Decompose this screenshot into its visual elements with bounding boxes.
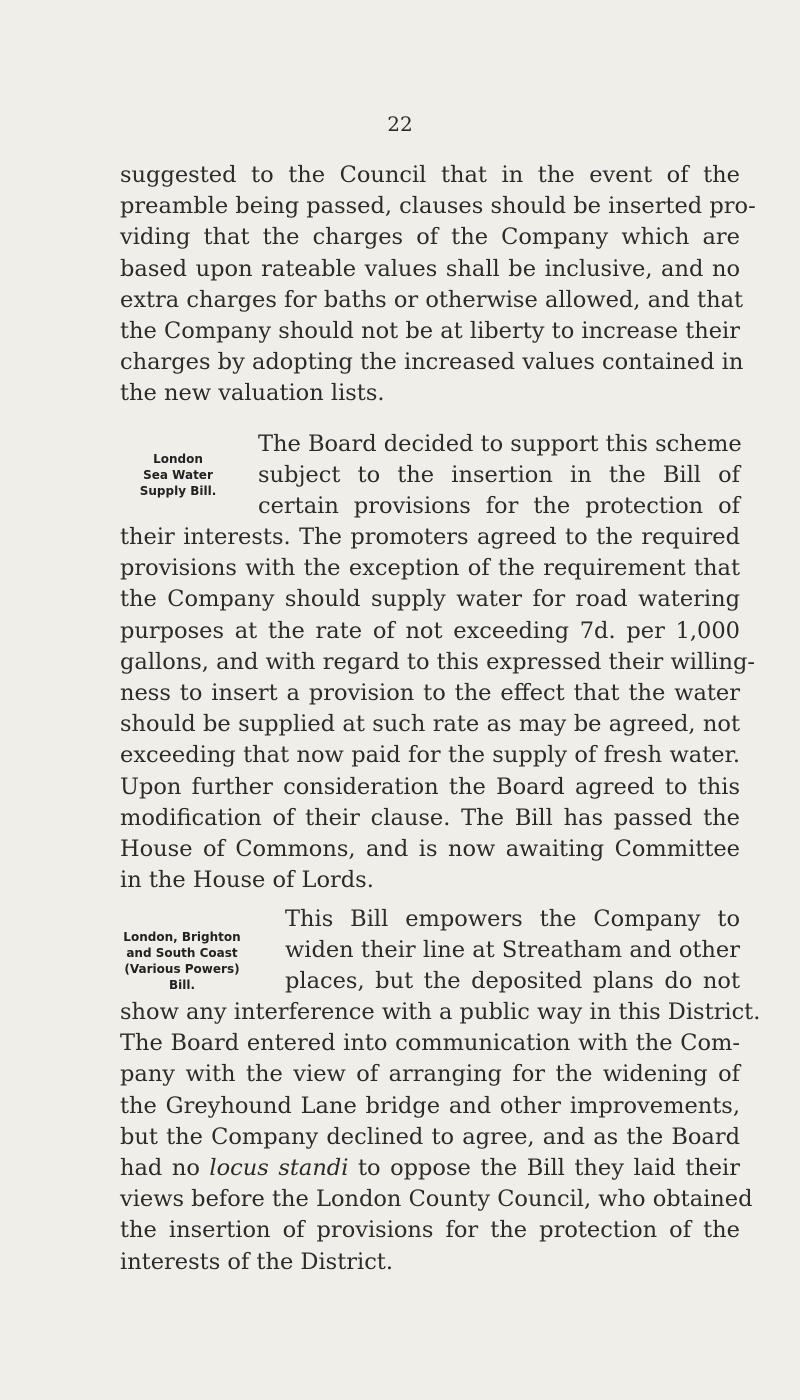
note-line: Bill. [168, 978, 196, 992]
text-line: purposes at the rate of not exceeding 7d. per 1,000 [120, 617, 740, 644]
note-line: and South Coast [126, 946, 238, 960]
note-line: London, Brighton [123, 930, 241, 944]
paragraph-2-indented [258, 429, 740, 523]
text-line: widen their line at Streatham and other [285, 937, 740, 964]
text-line: interests of the District. [120, 1248, 393, 1275]
note-line: Supply Bill. [139, 484, 217, 498]
text-line: the new valuation lists. [120, 380, 385, 407]
text-line: in the House of Lords. [120, 867, 374, 894]
text-line: House of Commons, and is now awaiting Committee [120, 836, 740, 863]
text-line: viding that the charges of the Company which are [120, 224, 740, 251]
paragraph-2 [120, 522, 755, 896]
text-line: modification of their clause. The Bill has passed the [120, 804, 740, 831]
text-line: The Board decided to support this scheme [258, 431, 742, 457]
text-line: exceeding that now paid for the supply of fresh water. [120, 742, 740, 769]
note-line: London [153, 452, 203, 466]
text-line: charges by adopting the increased values contained in [120, 349, 744, 376]
text-line: Upon further consideration the Board agreed to this [120, 773, 740, 800]
text-line: but the Company declined to agree, and as the Board [120, 1123, 740, 1150]
text-line: the Company should supply water for road watering [120, 586, 740, 613]
text-line: The Board entered into communication with the Com- [120, 1030, 740, 1057]
text-line-locus-standi [120, 1153, 740, 1184]
text-line: suggested to the Council that in the event of the [120, 162, 740, 188]
text-line: their interests. The promoters agreed to the required [120, 524, 740, 550]
text-line: provisions with the exception of the requirement that [120, 555, 740, 582]
text-line: pany with the view of arranging for the widening of [120, 1061, 740, 1088]
paragraph-1 [120, 160, 756, 410]
page-number: 22 [387, 112, 413, 136]
margin-note-london-brighton [112, 929, 252, 993]
text-fragment: had no [120, 1155, 210, 1182]
text-line: certain provisions for the protection of [258, 493, 740, 520]
text-line: gallons, and with regard to this expressed their willing- [120, 648, 755, 675]
italic-term: locus standi [209, 1155, 349, 1182]
text-line: views before the London County Council, who obtained [120, 1186, 753, 1213]
margin-note-london-sea-water [118, 451, 238, 499]
text-line: the insertion of provisions for the protection of the [120, 1217, 740, 1244]
text-line: based upon rateable values shall be inclusive, and no [120, 255, 740, 282]
text-line: This Bill empowers the Company to [285, 906, 740, 932]
text-line: subject to the insertion in the Bill of [258, 462, 740, 489]
text-line: should be supplied at such rate as may be agreed, not [120, 711, 740, 738]
text-line: the Company should not be at liberty to increase their [120, 318, 740, 345]
text-line: extra charges for baths or otherwise allowed, and that [120, 286, 744, 313]
note-line: Sea Water [143, 468, 213, 482]
text-line: show any interference with a public way in this District. [120, 999, 761, 1025]
note-line: (Various Powers) [124, 962, 240, 976]
text-line: preamble being passed, clauses should be inserted pro- [120, 193, 756, 220]
text-line: the Greyhound Lane bridge and other improvements, [120, 1092, 740, 1119]
text-fragment: to oppose the Bill they laid their [348, 1155, 740, 1182]
text-line: places, but the deposited plans do not [285, 968, 740, 995]
text-line: ness to insert a provision to the effect that the water [120, 680, 740, 707]
paragraph-3-indented [285, 904, 740, 998]
paragraph-3 [120, 997, 761, 1278]
